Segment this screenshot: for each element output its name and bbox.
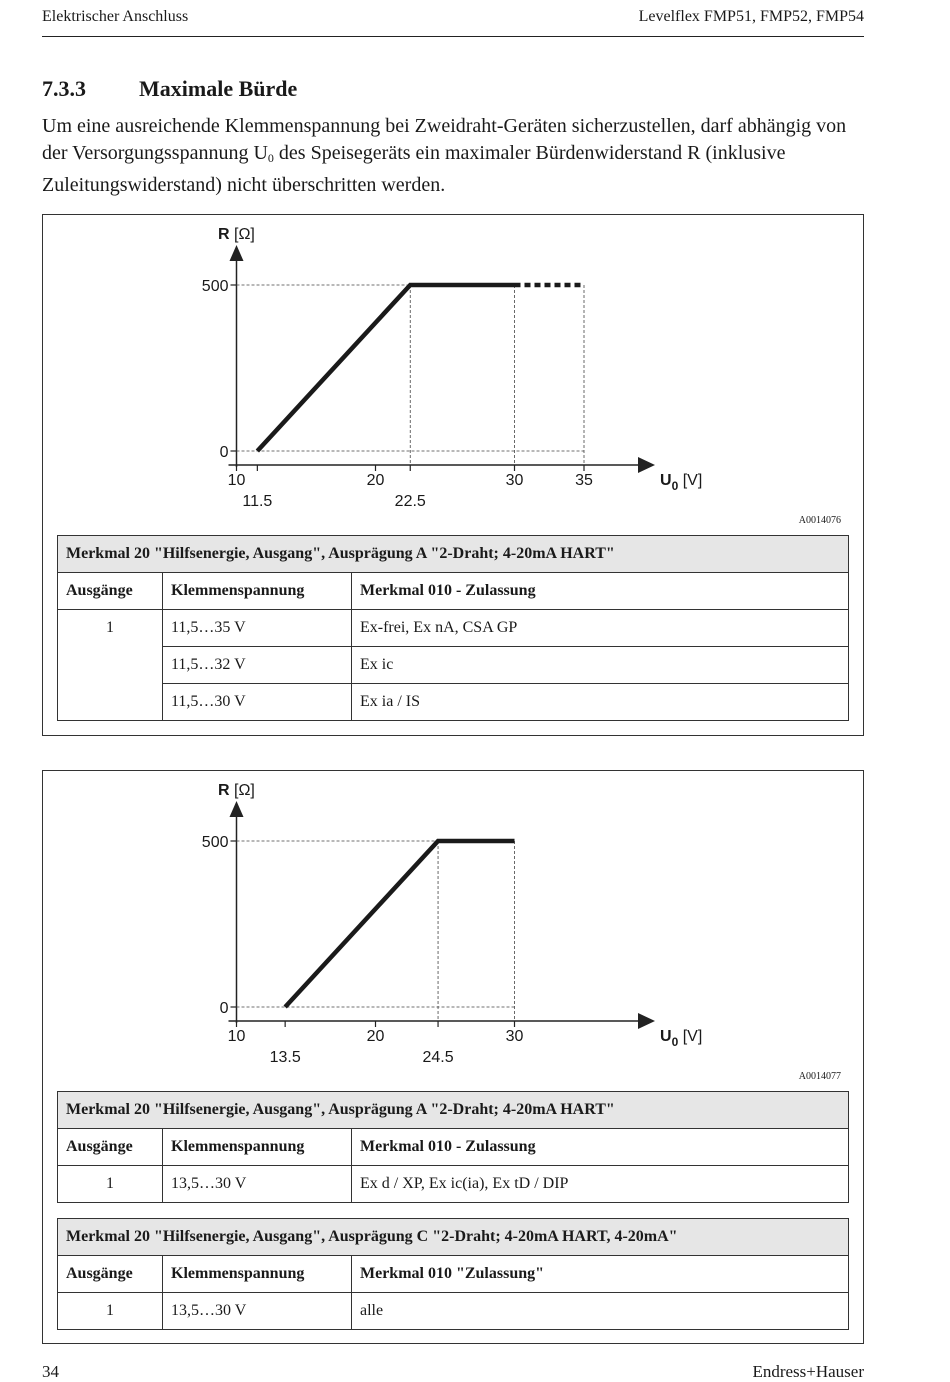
table-cell: Ex-frei, Ex nA, CSA GP — [352, 610, 849, 647]
x-tick-label: 30 — [505, 472, 524, 489]
y-tick-label: 0 — [219, 444, 229, 461]
x-mark-label: 13.5 — [269, 1049, 301, 1066]
header-product: Levelflex FMP51, FMP52, FMP54 — [638, 8, 864, 25]
x-axis-arrow — [638, 1013, 655, 1029]
x-tick-label: 35 — [575, 472, 593, 489]
col-header: Ausgänge — [58, 1256, 163, 1293]
col-header: Merkmal 010 - Zulassung — [352, 573, 849, 610]
table-header-row — [58, 1256, 849, 1293]
figure-code-2: A0014077 — [798, 1071, 841, 1082]
table-cell: Ex ic — [352, 647, 849, 684]
table-title-row — [58, 1092, 849, 1129]
table-row — [58, 610, 849, 647]
x-tick-label: 10 — [227, 1028, 246, 1045]
y-tick-label: 500 — [201, 834, 229, 851]
intro-text-1: Um eine ausreichende Klemmenspannung bei Zweidraht-Geräten sicherzustellen, darf abhängig von der Versorgungsspannung U — [42, 115, 847, 164]
load-chart-2 — [43, 771, 863, 1081]
table-cell: 11,5…35 V — [163, 610, 352, 647]
spec-table-3 — [57, 1218, 849, 1330]
table-cell: Ex d / XP, Ex ic(ia), Ex tD / DIP — [352, 1166, 849, 1203]
load-curve — [257, 285, 514, 451]
table-title: Merkmal 20 "Hilfsenergie, Ausgang", Ausprägung A "2-Draht; 4-20mA HART" — [58, 1092, 849, 1129]
figure-box-2 — [42, 770, 864, 1344]
col-header: Klemmenspannung — [163, 1256, 352, 1293]
intro-paragraph — [42, 113, 872, 199]
figure-code-1: A0014076 — [798, 515, 841, 526]
table-row — [58, 647, 849, 684]
section-title — [42, 76, 297, 102]
x-mark-label: 24.5 — [422, 1049, 454, 1066]
table-title: Merkmal 20 "Hilfsenergie, Ausgang", Ausprägung A "2-Draht; 4-20mA HART" — [58, 536, 849, 573]
x-axis-label: $U_0$ [V] — [660, 1028, 703, 1049]
intro-text-2: des Speisegeräts ein maximaler Bürdenwiderstand R (inklusive Zuleitungswiderstand) nicht überschritten werden. — [42, 142, 786, 196]
y-tick-label: 0 — [219, 1000, 229, 1017]
y-axis-arrow — [230, 245, 244, 261]
table-cell — [58, 684, 163, 721]
table-cell: 13,5…30 V — [163, 1166, 352, 1203]
table-row — [58, 684, 849, 721]
load-curve — [285, 841, 514, 1007]
x-tick-label: 30 — [505, 1028, 524, 1045]
col-header: Klemmenspannung — [163, 1129, 352, 1166]
x-axis-label: $U_0$ [V] — [660, 472, 703, 493]
y-axis-label: R [Ω] — [218, 782, 255, 799]
x-tick-label: 20 — [366, 1028, 385, 1045]
table-cell: 1 — [58, 610, 163, 647]
section-heading: Maximale Bürde — [139, 76, 298, 101]
x-mark-label: 22.5 — [394, 493, 426, 510]
col-header: Ausgänge — [58, 573, 163, 610]
table-cell: alle — [352, 1293, 849, 1330]
page-number: 34 — [42, 1362, 59, 1381]
x-tick-label: 20 — [366, 472, 385, 489]
col-header: Ausgänge — [58, 1129, 163, 1166]
intro-subscript: 0 — [267, 151, 274, 165]
table-cell — [58, 647, 163, 684]
table-cell: 1 — [58, 1166, 163, 1203]
page-header — [42, 8, 864, 37]
table-row — [58, 1166, 849, 1203]
x-tick-label: 10 — [227, 472, 246, 489]
x-axis-arrow — [638, 457, 655, 473]
y-axis-label: R [Ω] — [218, 226, 255, 243]
spec-table-1 — [57, 535, 849, 721]
load-chart-1 — [43, 215, 863, 525]
col-header: Klemmenspannung — [163, 573, 352, 610]
section-number: 7.3.3 — [42, 76, 86, 101]
table-cell: 13,5…30 V — [163, 1293, 352, 1330]
table-header-row — [58, 1129, 849, 1166]
y-tick-label: 500 — [201, 278, 229, 295]
y-axis-arrow — [230, 801, 244, 817]
table-title: Merkmal 20 "Hilfsenergie, Ausgang", Ausprägung C "2-Draht; 4-20mA HART, 4-20mA" — [58, 1219, 849, 1256]
col-header: Merkmal 010 - Zulassung — [352, 1129, 849, 1166]
footer-brand: Endress+Hauser — [752, 1362, 864, 1381]
header-chapter: Elektrischer Anschluss — [42, 8, 189, 25]
table-header-row — [58, 573, 849, 610]
table-cell: Ex ia / IS — [352, 684, 849, 721]
col-header: Merkmal 010 "Zulassung" — [352, 1256, 849, 1293]
table-title-row — [58, 1219, 849, 1256]
spec-table-2 — [57, 1091, 849, 1203]
table-title-row — [58, 536, 849, 573]
figure-box-1 — [42, 214, 864, 736]
table-cell: 11,5…30 V — [163, 684, 352, 721]
table-cell: 1 — [58, 1293, 163, 1330]
x-mark-label: 11.5 — [242, 493, 273, 510]
table-row — [58, 1293, 849, 1330]
table-cell: 11,5…32 V — [163, 647, 352, 684]
